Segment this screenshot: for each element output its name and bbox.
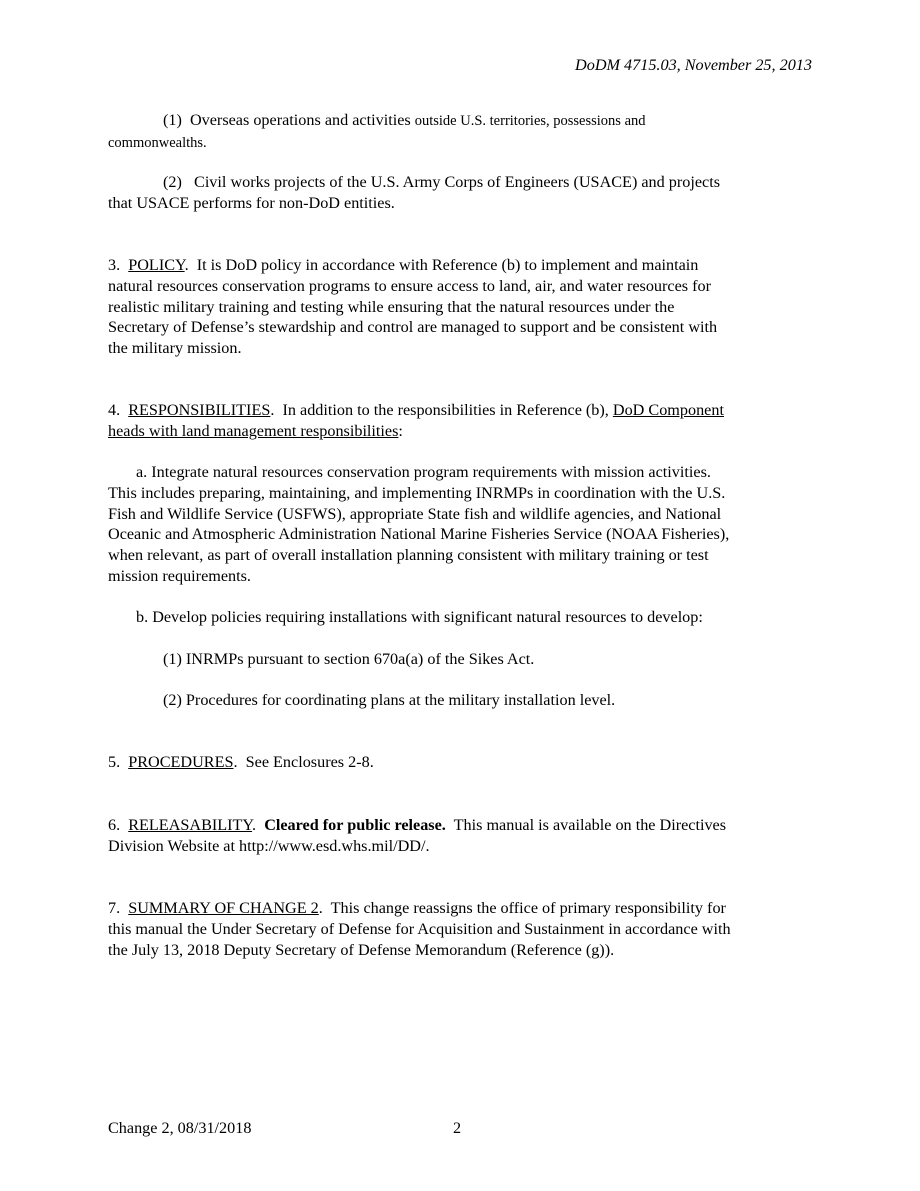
resp-a-line-2: This includes preparing, maintaining, and implementing INRMPs in coordination with the U.S. (108, 483, 726, 502)
summary-line-1: This change reassigns the office of primary responsibility for (330, 899, 726, 917)
item-text: Civil works projects of the U.S. Army Corps of Engineers (USACE) and projects (194, 173, 721, 191)
policy-section: 3. POLICY. It is DoD policy in accordance with Reference (b) to implement and maintain natural resources conservation programs to ensure access to land, air, and water resources for realistic military training and testing while ensuring that the natural resources under the Secretary of Defense’s stewardship and control are managed to support and be consistent with the military mission. (108, 256, 718, 358)
item-line2: that USACE performs for non-DoD entities. (108, 193, 395, 212)
responsibility-b-1: (1) INRMPs pursuant to section 670a(a) of the Sikes Act. (163, 650, 535, 668)
section-heading: POLICY (128, 256, 185, 274)
section-number: 3. (108, 256, 121, 274)
section-number: 7. (108, 899, 121, 917)
policy-line-5: the military mission. (108, 339, 242, 358)
item-rest: outside U.S. territories, possessions and (414, 113, 646, 129)
section-heading: SUMMARY OF CHANGE 2 (128, 899, 319, 917)
resp-a-line-5: when relevant, as part of overall installation planning consistent with military training or test (108, 546, 709, 565)
summary-line-2: this manual the Under Secretary of Defense for Acquisition and Sustainment in accordance with (108, 919, 731, 938)
item-number: (2) (163, 173, 182, 191)
resp-a-line-6: mission requirements. (108, 566, 251, 585)
policy-line-4: Secretary of Defense’s stewardship and control are managed to support and be consistent with (108, 318, 718, 337)
policy-line-2: natural resources conservation programs to ensure access to land, air, and water resources for (108, 276, 711, 295)
section-heading: RELEASABILITY (128, 816, 253, 834)
section-number: 6. (108, 816, 121, 834)
section-heading: RESPONSIBILITIES (128, 401, 271, 419)
colon: : (398, 421, 403, 440)
policy-line-3: realistic military training and testing while ensuring that the natural resources under the (108, 297, 675, 316)
footer-change-date: Change 2, 08/31/2018 (108, 1119, 252, 1137)
resp-a-line-3: Fish and Wildlife Service (USFWS), appropriate State fish and wildlife agencies, and National (108, 504, 722, 523)
resp-a-line-4: Oceanic and Atmospheric Administration National Marine Fisheries Service (NOAA Fisheries), (108, 525, 730, 544)
procedures-section: 5. PROCEDURES. See Enclosures 2-8. (108, 753, 374, 771)
document-header: DoDM 4715.03, November 25, 2013 (575, 56, 812, 74)
policy-line-1: It is DoD policy in accordance with Reference (b) to implement and maintain (196, 256, 699, 274)
releasability-line-2: Division Website at http://www.esd.whs.mil/DD/. (108, 836, 430, 855)
summary-line-3: the July 13, 2018 Deputy Secretary of Defense Memorandum (Reference (g)). (108, 940, 615, 959)
procedures-text: See Enclosures 2-8. (245, 753, 374, 771)
item-number: (1) (163, 111, 182, 129)
responsibility-b-2: (2) Procedures for coordinating plans at the military installation level. (163, 691, 616, 709)
exclusion-item-2 (108, 172, 812, 214)
item-line2: commonwealths. (108, 134, 207, 151)
responsible-party-2: heads with land management responsibilities (108, 421, 399, 440)
release-statement: Cleared for public release. (264, 816, 446, 834)
responsible-party-1: DoD Component (612, 401, 724, 419)
summary-of-change-section: 7. SUMMARY OF CHANGE 2. This change reassigns the office of primary responsibility for this manual the Under Secretary of Defense for Acquisition and Sustainment in accordance with the July 13, 2018 Deputy Secretary of Defense Memorandum (Reference (g)). (108, 899, 731, 959)
item-lead: Overseas operations and activities (189, 111, 411, 129)
responsibility-a (108, 462, 812, 587)
section-number: 5. (108, 753, 121, 771)
page-number: 2 (453, 1119, 462, 1137)
responsibilities-section: 4. RESPONSIBILITIES. In addition to the responsibilities in Reference (b), DoD Component heads with land management responsibilities: (108, 401, 724, 440)
section-number: 4. (108, 401, 121, 419)
releasability-text: This manual is available on the Directives (453, 816, 727, 834)
exclusion-item-1 (108, 110, 812, 154)
responsibilities-lead: In addition to the responsibilities in Reference (b), (282, 401, 609, 419)
section-heading: PROCEDURES (128, 753, 234, 771)
resp-a-line-1: a. Integrate natural resources conservation program requirements with mission activities. (136, 463, 711, 481)
releasability-section: 6. RELEASABILITY. Cleared for public release. This manual is available on the Directives Division Website at http://www.esd.whs.mil/DD/. (108, 816, 727, 855)
responsibility-b: b. Develop policies requiring installations with significant natural resources to develop: (136, 608, 703, 626)
